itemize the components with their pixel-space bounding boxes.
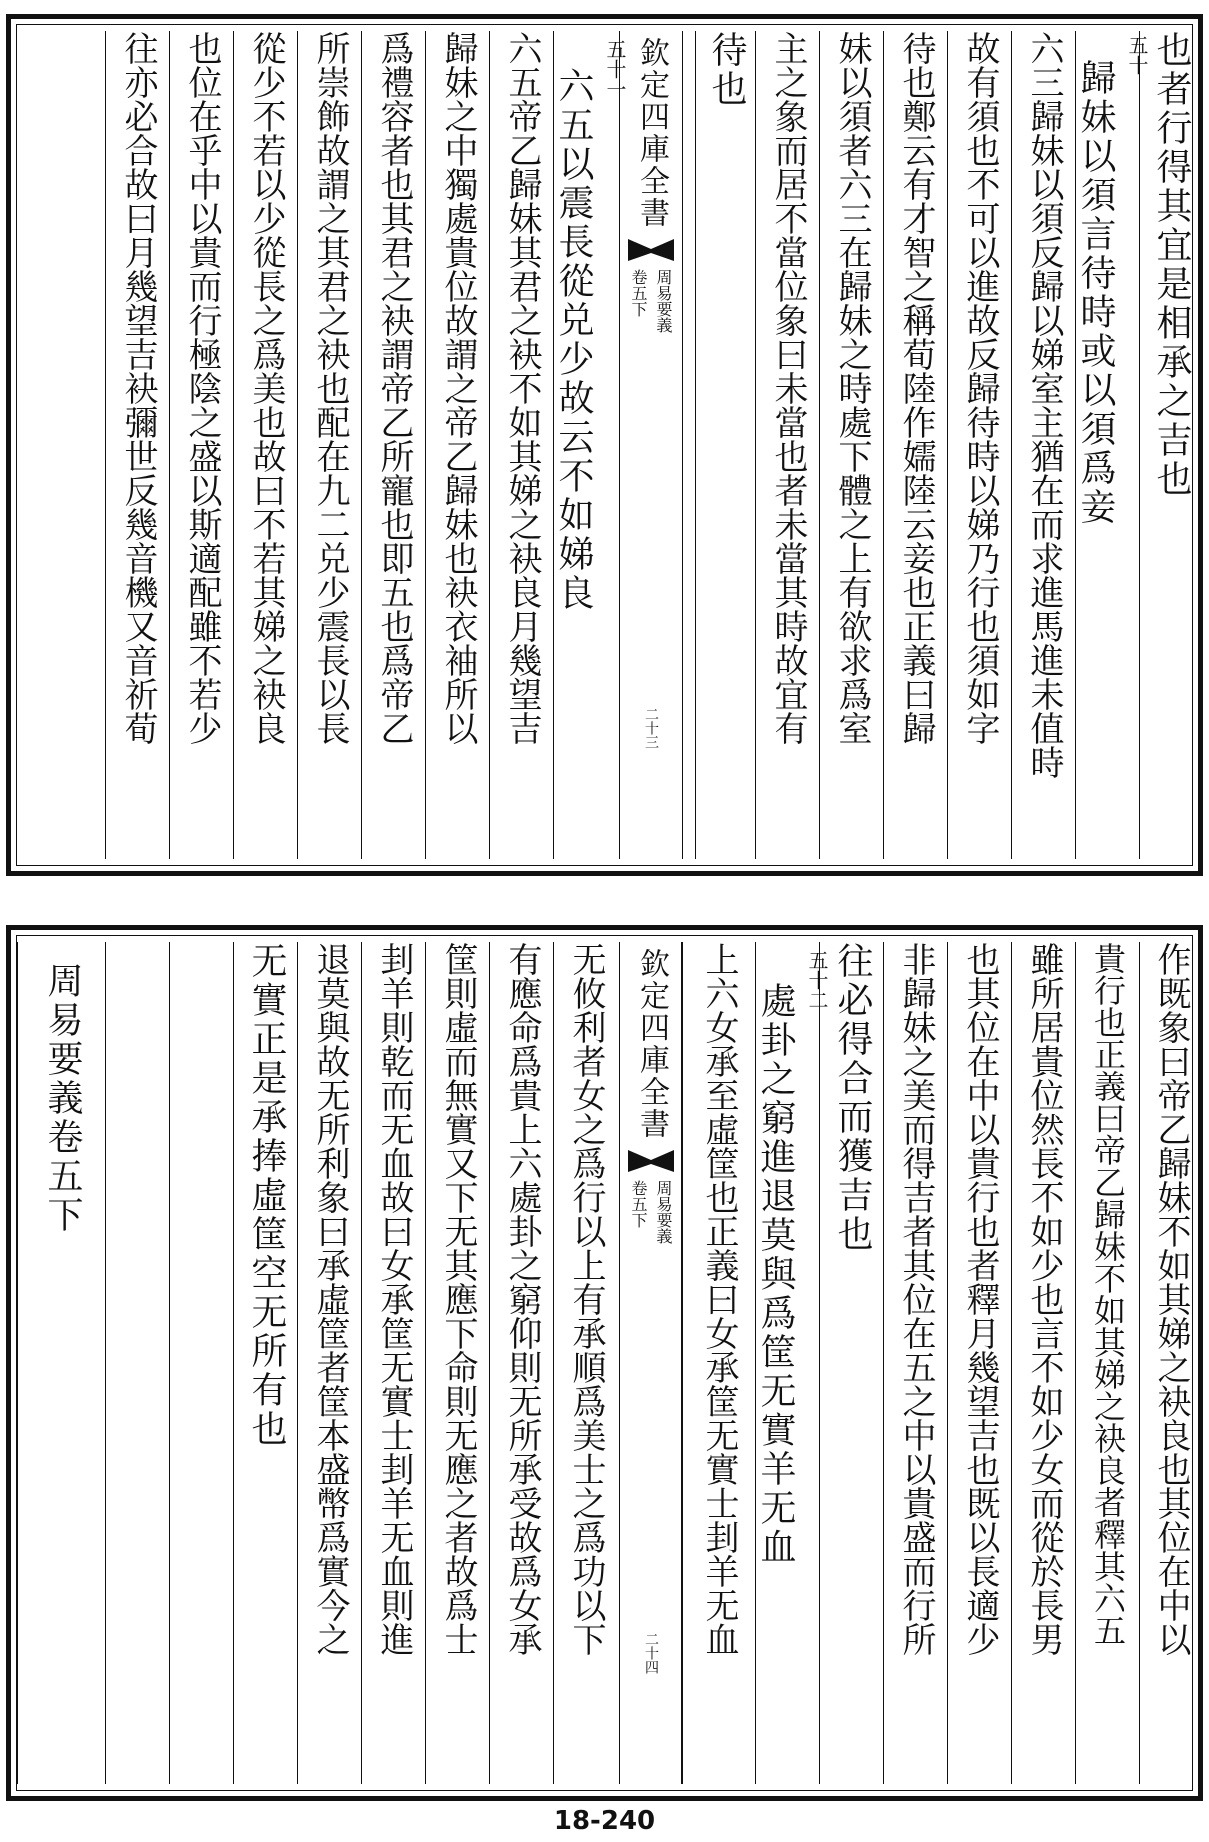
text-line: 待也鄭云有才智之稱荀陸作嬬陸云妾也正義曰歸 bbox=[896, 31, 936, 745]
text-column bbox=[361, 31, 426, 859]
text-column bbox=[17, 942, 106, 1784]
text-line: 六三歸妹以須反歸以娣室主猶在而求進馬進未值時 bbox=[1024, 31, 1064, 779]
text-line: 也其位在中以貴行也者釋月幾望吉也既以長適少 bbox=[960, 942, 1000, 1656]
text-line: 從少不若以少從長之爲美也故曰不若其娣之袂良 bbox=[246, 31, 286, 745]
library-title: 欽定四庫全書 bbox=[634, 948, 669, 1140]
text-line: 无實正是承捧虛筐空无所有也 bbox=[246, 942, 287, 1449]
book-title: 周易要義 bbox=[654, 1180, 673, 1244]
note-char: 十 bbox=[805, 970, 829, 990]
text-line: 有應命爲貴上六處卦之窮仰則无所承受故爲女承 bbox=[502, 942, 542, 1656]
text-line: 退莫與故无所利象曰承虛筐者筐本盛幣爲實今之 bbox=[310, 942, 350, 1656]
text-column bbox=[297, 31, 362, 859]
note-char: 五 bbox=[603, 39, 627, 59]
annotated-line bbox=[746, 942, 830, 1567]
fish-tail-ornament-icon bbox=[628, 239, 674, 261]
text-line: 刲羊則乾而无血故曰女承筐无實士刲羊无血則進 bbox=[374, 942, 414, 1656]
empty-column bbox=[105, 942, 170, 1784]
text-line: 也位在乎中以貴而行極陰之盛以斯適配雖不若少 bbox=[182, 31, 222, 745]
text-line: 主之象而居不當位象曰未當也者未當其時故宜有 bbox=[768, 31, 808, 745]
text-column bbox=[755, 31, 820, 859]
text-column bbox=[1011, 942, 1076, 1784]
top-page-inner-border bbox=[16, 24, 1193, 866]
text-line: 往必得合而獲吉也 bbox=[832, 942, 873, 1254]
text-line: 上六女承至虛筐也正義曰女承筐无實士刲羊无血 bbox=[699, 942, 739, 1656]
text-column bbox=[425, 942, 490, 1784]
note-char: 十 bbox=[1125, 55, 1149, 75]
note-char: 一 bbox=[603, 79, 627, 99]
text-line: 六五帝乙歸妹其君之袂不如其娣之袂良月幾望吉 bbox=[502, 31, 542, 745]
text-line: 妹以須者六三在歸妹之時處下體之上有欲求爲室 bbox=[832, 31, 872, 745]
leaf-number: 二十三 bbox=[643, 707, 659, 749]
center-fold bbox=[619, 942, 683, 1784]
text-column bbox=[489, 942, 554, 1784]
note-number bbox=[804, 950, 830, 1010]
fish-tail-ornament-icon bbox=[628, 1150, 674, 1172]
library-title: 欽定四庫全書 bbox=[634, 37, 669, 229]
text-line: 故有須也不可以進故反歸待時以娣乃行也須如字 bbox=[960, 31, 1000, 745]
empty-margin-column bbox=[17, 31, 105, 859]
annotated-line bbox=[544, 31, 628, 613]
center-subtitle bbox=[627, 1180, 675, 1244]
text-line: 處卦之窮進退莫與爲筐无實羊无血 bbox=[755, 982, 796, 1567]
text-column bbox=[553, 31, 627, 859]
text-column bbox=[947, 942, 1012, 1784]
text-column bbox=[361, 942, 426, 1784]
text-line: 所崇飾故謂之其君之袂也配在九二兑少震長以長 bbox=[310, 31, 350, 745]
text-line: 歸妹以須言待時或以須爲妾 bbox=[1075, 59, 1116, 527]
page-footer-number: 18-240 bbox=[553, 1806, 656, 1836]
text-column bbox=[169, 31, 234, 859]
text-column bbox=[819, 31, 884, 859]
bottom-page bbox=[6, 925, 1203, 1801]
empty-column bbox=[169, 942, 234, 1784]
closing-title: 周易要義卷五下 bbox=[42, 962, 83, 1235]
center-fold bbox=[619, 31, 683, 859]
text-line: 作既象曰帝乙歸妹不如其娣之袂良也其位在中以 bbox=[1151, 942, 1191, 1656]
text-column bbox=[1011, 31, 1076, 859]
text-column bbox=[883, 31, 948, 859]
volume-label: 卷五下 bbox=[629, 269, 648, 317]
leaf-number: 二十四 bbox=[643, 1632, 659, 1674]
text-column bbox=[681, 942, 756, 1784]
text-line: 六五以震長從兑少故云不如娣良 bbox=[553, 67, 594, 613]
note-char: 五 bbox=[805, 950, 829, 970]
book-title: 周易要義 bbox=[654, 269, 673, 333]
text-column bbox=[297, 942, 362, 1784]
text-line: 筐則虛而無實又下无其應下命則无應之者故爲士 bbox=[438, 942, 478, 1656]
text-line: 待也 bbox=[706, 31, 747, 109]
text-column bbox=[755, 942, 829, 1784]
text-line: 雖所居貴位然長不如少也言不如少女而從於長男 bbox=[1024, 942, 1064, 1656]
note-number bbox=[602, 39, 628, 99]
text-line: 无攸利者女之爲行以上有承順爲美士之爲功以下 bbox=[566, 942, 606, 1656]
note-number bbox=[1124, 35, 1150, 75]
text-line: 歸妹之中獨處貴位故謂之帝乙歸妹也袂衣袖所以 bbox=[438, 31, 478, 745]
top-page bbox=[6, 14, 1203, 876]
text-column bbox=[1075, 31, 1149, 859]
text-line: 往亦必合故曰月幾望吉袂彌世反幾音機又音祈荀 bbox=[118, 31, 158, 745]
note-char: 五 bbox=[1125, 35, 1149, 55]
text-line: 貴行也正義曰帝乙歸妹不如其娣之袂良者釋其六五 bbox=[1089, 942, 1127, 1646]
text-column bbox=[425, 31, 490, 859]
text-column bbox=[1139, 942, 1202, 1784]
note-char: 十 bbox=[603, 59, 627, 79]
text-column bbox=[233, 31, 298, 859]
text-column bbox=[553, 942, 618, 1784]
text-column bbox=[947, 31, 1012, 859]
text-column bbox=[1075, 942, 1140, 1784]
text-line: 也者行得其宜是相承之吉也 bbox=[1151, 31, 1192, 499]
bottom-page-inner-border bbox=[16, 935, 1193, 1791]
text-column bbox=[695, 31, 756, 859]
text-line: 非歸妹之美而得吉者其位在五之中以貴盛而行所 bbox=[896, 942, 936, 1656]
volume-label: 卷五下 bbox=[629, 1180, 648, 1228]
annotated-line bbox=[1066, 31, 1150, 527]
text-column bbox=[883, 942, 948, 1784]
note-char: 二 bbox=[805, 990, 829, 1010]
text-column bbox=[489, 31, 554, 859]
text-column bbox=[233, 942, 298, 1784]
center-subtitle bbox=[627, 269, 675, 333]
text-line: 爲禮容者也其君之袂謂帝乙所寵也即五也爲帝乙 bbox=[374, 31, 414, 745]
text-column bbox=[105, 31, 170, 859]
